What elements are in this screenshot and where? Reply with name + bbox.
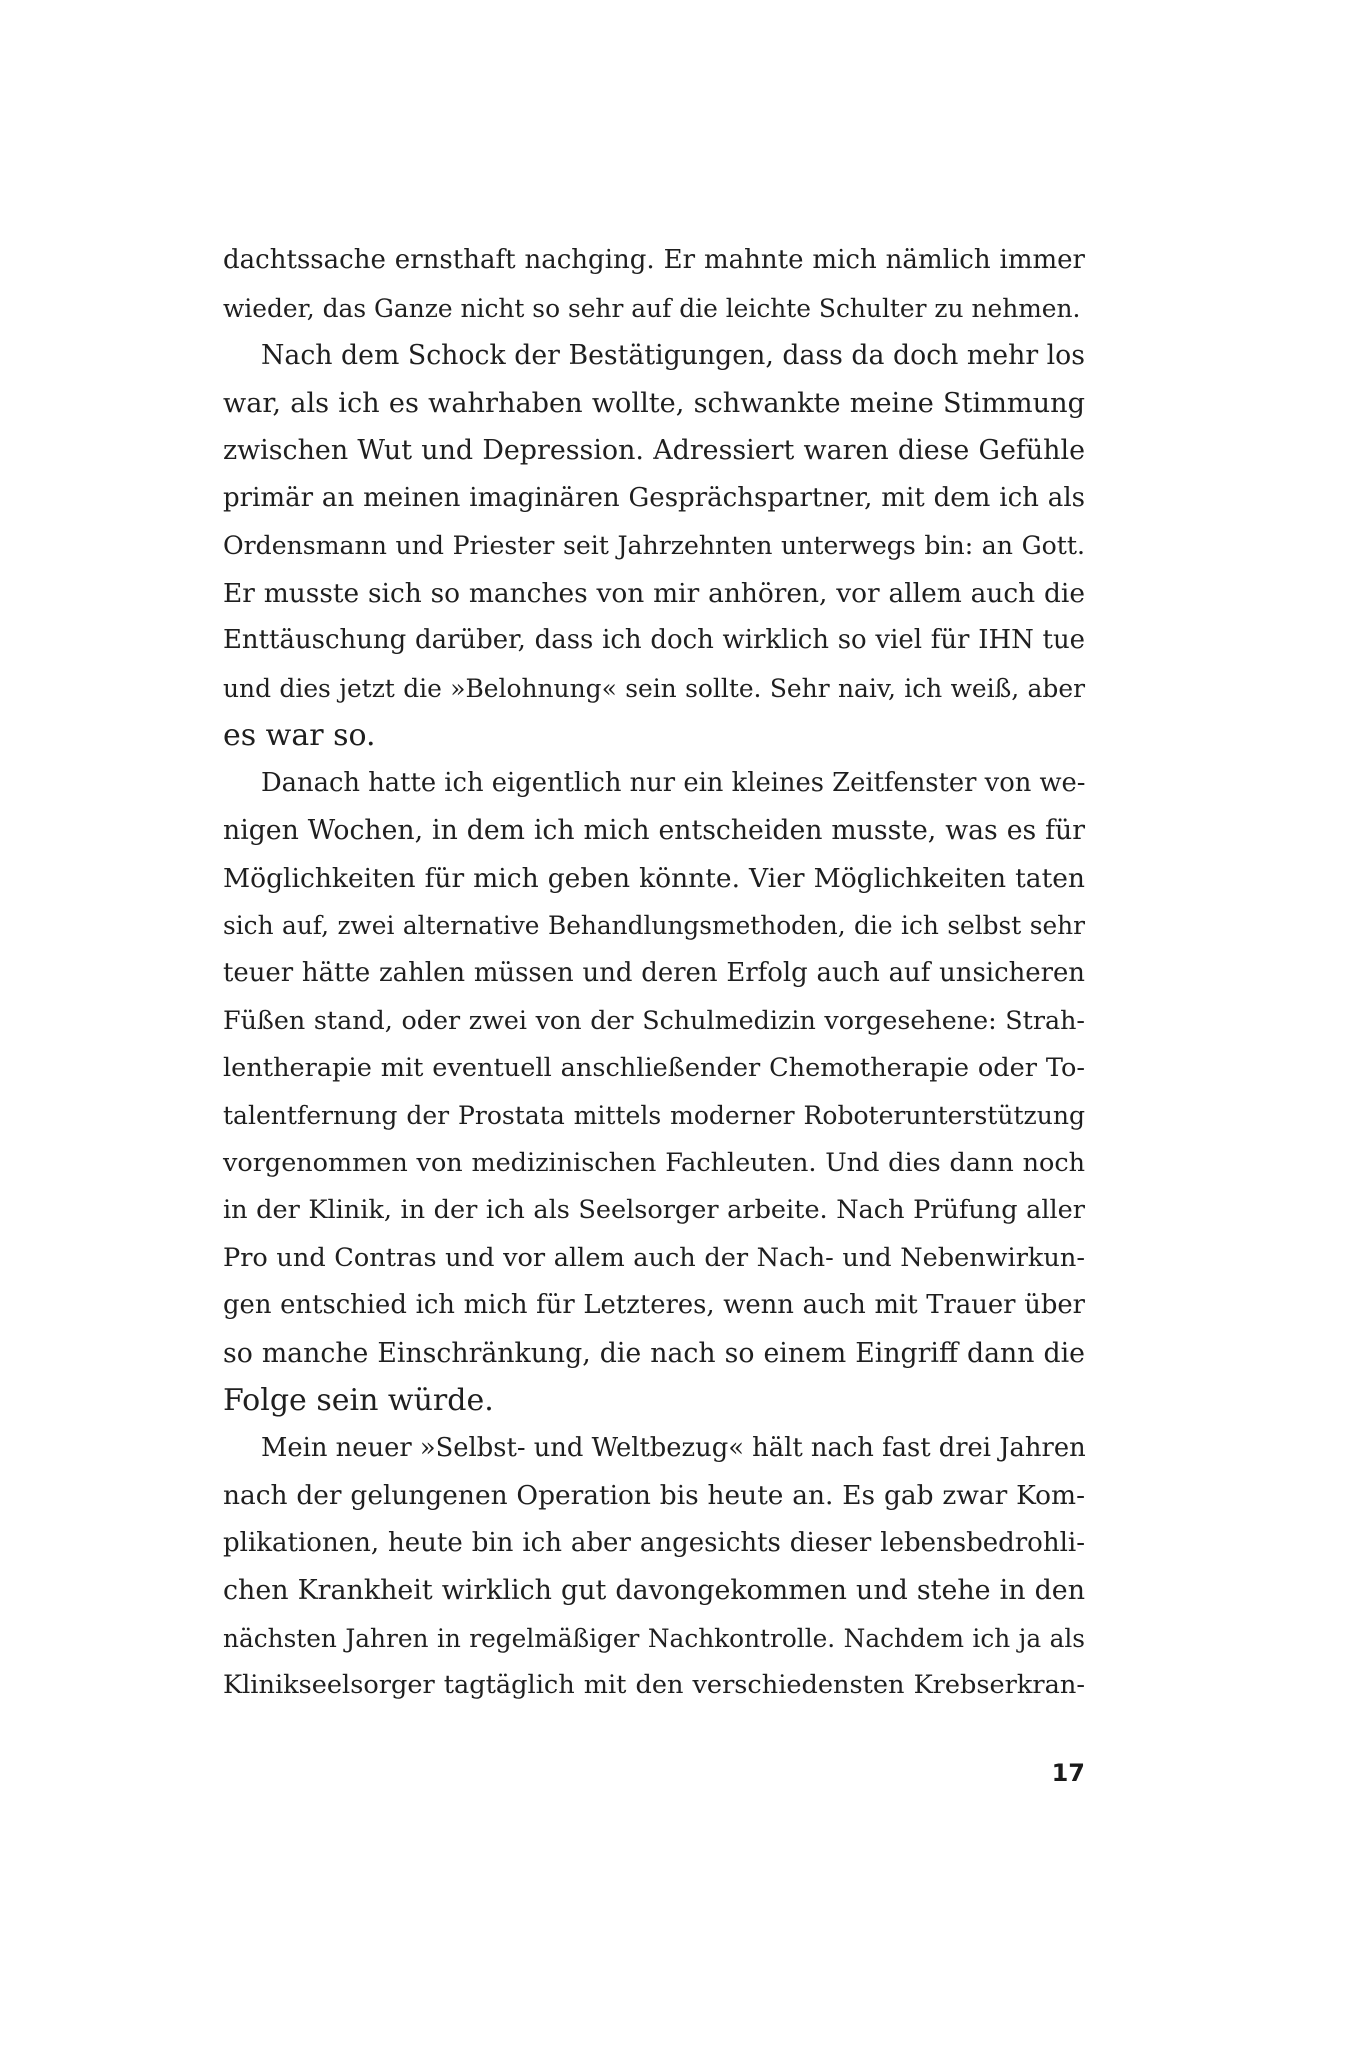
text-line: Danach hatte ich eigentlich nur ein kleines Zeitfenster von we-	[261, 767, 1086, 798]
text-line: wieder, das Ganze nicht so sehr auf die leichte Schulter zu nehmen.	[223, 293, 1081, 323]
text-line: war, als ich es wahrhaben wollte, schwankte meine Stimmung	[223, 387, 1085, 419]
text-line: lentherapie mit eventuell anschließender Chemotherapie oder To-	[223, 1052, 1085, 1083]
text-line: nigen Wochen, in dem ich mich entscheiden musste, was es für	[223, 815, 1085, 846]
text-line: nach der gelungenen Operation bis heute an. Es gab zwar Kom-	[223, 1480, 1085, 1511]
text-line: und dies jetzt die »Belohnung« sein sollte. Sehr naiv, ich weiß, aber	[223, 673, 1085, 703]
body-text	[223, 237, 1085, 1710]
text-line: gen entschied ich mich für Letzteres, wenn auch mit Trauer über	[223, 1290, 1085, 1320]
text-line: nächsten Jahren in regelmäßiger Nachkontrolle. Nachdem ich ja als	[223, 1623, 1085, 1653]
paragraph	[223, 760, 1085, 1425]
paragraph	[223, 332, 1085, 760]
text-line: teuer hätte zahlen müssen und deren Erfolg auch auf unsicheren	[223, 957, 1085, 988]
text-line: vorgenommen von medizinischen Fachleuten. Und dies dann noch	[223, 1147, 1085, 1178]
text-line: talentfernung der Prostata mittels moderner Roboterunterstützung	[223, 1101, 1085, 1130]
text-line: chen Krankheit wirklich gut davongekommen und stehe in den	[223, 1575, 1085, 1606]
text-line: Enttäuschung darüber, dass ich doch wirklich so viel für IHN tue	[223, 625, 1085, 655]
text-line: in der Klinik, in der ich als Seelsorger arbeite. Nach Prüfung aller	[223, 1195, 1085, 1225]
text-line: Ordensmann und Priester seit Jahrzehnten unterwegs bin: an Gott.	[223, 531, 1085, 560]
text-line: Nach dem Schock der Bestätigungen, dass da doch mehr los	[261, 340, 1085, 371]
text-line: zwischen Wut und Depression. Adressiert waren diese Gefühle	[223, 435, 1085, 466]
text-line: dachtssache ernsthaft nachging. Er mahnte mich nämlich immer	[223, 245, 1085, 275]
text-line: es war so.	[223, 718, 376, 753]
paragraph	[223, 237, 1085, 332]
text-line: sich auf, zwei alternative Behandlungsmethoden, die ich selbst sehr	[223, 911, 1085, 940]
text-line: Klinikseelsorger tagtäglich mit den verschiedensten Krebserkran-	[223, 1670, 1085, 1700]
text-line: Pro und Contras und vor allem auch der Nach- und Nebenwirkun-	[223, 1242, 1085, 1273]
text-line: so manche Einschränkung, die nach so einem Eingriff dann die	[223, 1337, 1085, 1369]
text-line: Er musste sich so manches von mir anhören, vor allem auch die	[223, 577, 1085, 609]
text-line: Mein neuer »Selbst- und Weltbezug« hält nach fast drei Jahren	[261, 1432, 1086, 1463]
paragraph	[223, 1425, 1085, 1710]
text-line: Folge sein würde.	[223, 1383, 494, 1418]
text-line: Möglichkeiten für mich geben könnte. Vier Möglichkeiten taten	[223, 862, 1085, 894]
page-number: 17	[1051, 1759, 1085, 1787]
text-line: plikationen, heute bin ich aber angesichts dieser lebensbedrohli-	[223, 1527, 1085, 1558]
text-line: primär an meinen imaginären Gesprächspartner, mit dem ich als	[223, 482, 1085, 513]
text-line: Füßen stand, oder zwei von der Schulmedizin vorgesehene: Strah-	[223, 1005, 1085, 1035]
